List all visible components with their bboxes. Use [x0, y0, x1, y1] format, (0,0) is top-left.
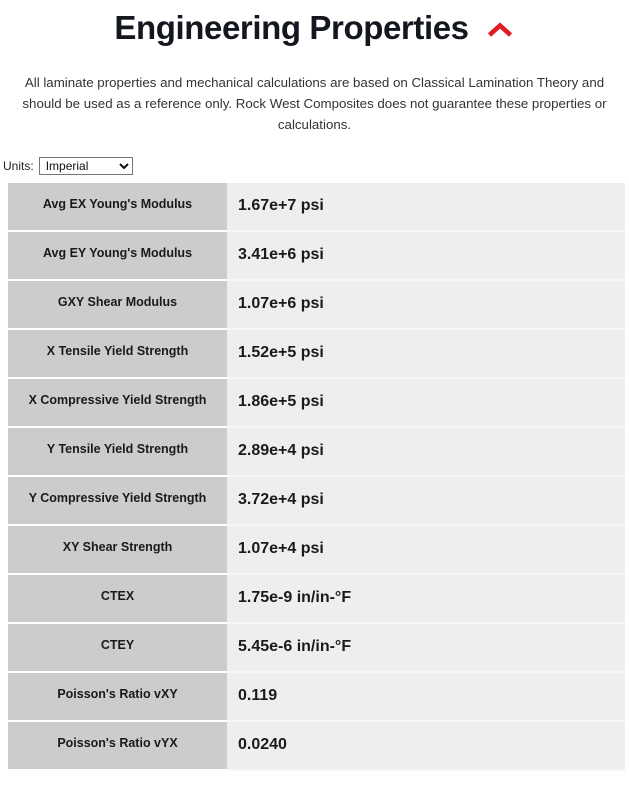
table-row [8, 722, 625, 771]
table-body [8, 183, 625, 771]
table-row [8, 330, 625, 379]
property-value: 0.119 [227, 673, 625, 722]
property-value: 3.41e+6 psi [227, 232, 625, 281]
property-label: X Compressive Yield Strength [8, 379, 227, 428]
property-label: Avg EX Young's Modulus [8, 183, 227, 232]
table-row [8, 526, 625, 575]
units-label: Units: [3, 159, 34, 173]
property-label: X Tensile Yield Strength [8, 330, 227, 379]
property-value: 2.89e+4 psi [227, 428, 625, 477]
property-value: 1.52e+5 psi [227, 330, 625, 379]
units-select[interactable] [39, 157, 133, 175]
chevron-up-icon[interactable] [485, 15, 515, 45]
property-label: XY Shear Strength [8, 526, 227, 575]
title-row [0, 6, 629, 50]
property-value: 1.07e+6 psi [227, 281, 625, 330]
property-value: 1.75e-9 in/in-°F [227, 575, 625, 624]
property-label: CTEX [8, 575, 227, 624]
table-row [8, 673, 625, 722]
page-title: Engineering Properties [114, 9, 469, 46]
table-row [8, 575, 625, 624]
table-row [8, 477, 625, 526]
property-value: 1.67e+7 psi [227, 183, 625, 232]
property-value: 0.0240 [227, 722, 625, 771]
table-row [8, 232, 625, 281]
property-label: Y Tensile Yield Strength [8, 428, 227, 477]
property-value: 1.07e+4 psi [227, 526, 625, 575]
table-row [8, 379, 625, 428]
property-label: Y Compressive Yield Strength [8, 477, 227, 526]
page-header [0, 0, 629, 50]
property-label: Avg EY Young's Modulus [8, 232, 227, 281]
table-row [8, 624, 625, 673]
property-label: GXY Shear Modulus [8, 281, 227, 330]
table-row [8, 281, 625, 330]
property-value: 3.72e+4 psi [227, 477, 625, 526]
engineering-properties-table [8, 183, 625, 771]
table-row [8, 183, 625, 232]
table-row [8, 428, 625, 477]
units-selector [0, 157, 629, 175]
property-value: 1.86e+5 psi [227, 379, 625, 428]
property-label: Poisson's Ratio vYX [8, 722, 227, 771]
property-label: CTEY [8, 624, 227, 673]
property-value: 5.45e-6 in/in-°F [227, 624, 625, 673]
property-label: Poisson's Ratio vXY [8, 673, 227, 722]
disclaimer-text: All laminate properties and mechanical calculations are based on Classical Lamination Theory and should be used as a reference only. Rock West Composites does not guarantee these properties or calculations. [22, 75, 607, 132]
